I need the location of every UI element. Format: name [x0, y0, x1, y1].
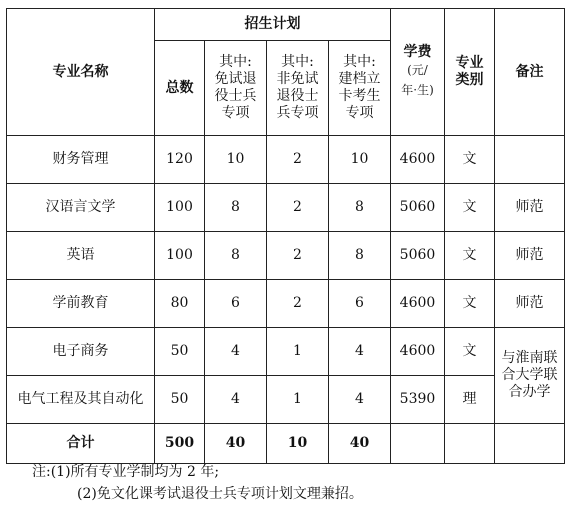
header-total: 总数: [155, 41, 205, 136]
poverty-count: 10: [329, 136, 391, 184]
total-row-fee-empty: [391, 424, 445, 464]
header-exempt-veterans: 其中: 免试退 役士兵 专项: [205, 41, 267, 136]
header-tuition-title: 学费: [403, 43, 432, 60]
non-exempt-count: 2: [267, 232, 329, 280]
non-exempt-count: 2: [267, 280, 329, 328]
major-name: 汉语言文学: [7, 184, 155, 232]
remark: 师范: [495, 280, 565, 328]
major-type: 文: [445, 328, 495, 376]
note-line-1: 注:(1)所有专业学制均为 2 年;: [32, 464, 220, 480]
total-row-poverty: 40: [329, 424, 391, 464]
major-name: 电子商务: [7, 328, 155, 376]
total-count: 80: [155, 280, 205, 328]
major-type: 文: [445, 232, 495, 280]
total-count: 50: [155, 376, 205, 424]
major-type: 文: [445, 184, 495, 232]
tuition-fee: 4600: [391, 136, 445, 184]
tuition-fee: 5060: [391, 232, 445, 280]
header-remark: 备注: [495, 9, 565, 136]
tuition-fee: 4600: [391, 280, 445, 328]
header-registered-poverty: 其中: 建档立 卡考生 专项: [329, 41, 391, 136]
header-enrollment-plan: 招生计划: [155, 9, 391, 41]
exempt-count: 8: [205, 232, 267, 280]
poverty-count: 4: [329, 328, 391, 376]
total-count: 100: [155, 232, 205, 280]
notes: [32, 461, 363, 505]
header-tuition-unit: (元/ 年·生): [401, 63, 434, 98]
exempt-count: 10: [205, 136, 267, 184]
major-type: 文: [445, 280, 495, 328]
total-row-label: 合计: [7, 424, 155, 464]
remark: 与淮南联 合大学联 合办学: [495, 328, 565, 424]
non-exempt-count: 1: [267, 376, 329, 424]
non-exempt-count: 2: [267, 184, 329, 232]
poverty-count: 8: [329, 184, 391, 232]
header-major-type: 专业 类别: [445, 9, 495, 136]
non-exempt-count: 2: [267, 136, 329, 184]
major-type: 理: [445, 376, 495, 424]
major-name: 英语: [7, 232, 155, 280]
poverty-count: 4: [329, 376, 391, 424]
tuition-fee: 5390: [391, 376, 445, 424]
major-name: 财务管理: [7, 136, 155, 184]
remark: 师范: [495, 184, 565, 232]
note-line-2: (2)免文化课考试退役士兵专项计划文理兼招。: [77, 486, 363, 502]
enrollment-plan-table: [6, 8, 565, 464]
exempt-count: 6: [205, 280, 267, 328]
total-count: 120: [155, 136, 205, 184]
table-row: [7, 184, 565, 232]
header-non-exempt-veterans: 其中: 非免试 退役士 兵专项: [267, 41, 329, 136]
total-row-type-empty: [445, 424, 495, 464]
table-row: [7, 376, 565, 424]
header-tuition: [391, 9, 445, 136]
table-row: [7, 232, 565, 280]
exempt-count: 4: [205, 376, 267, 424]
tuition-fee: 5060: [391, 184, 445, 232]
total-row: [7, 424, 565, 464]
tuition-fee: 4600: [391, 328, 445, 376]
header-major-name: 专业名称: [7, 9, 155, 136]
total-count: 50: [155, 328, 205, 376]
poverty-count: 8: [329, 232, 391, 280]
non-exempt-count: 1: [267, 328, 329, 376]
table-row: [7, 136, 565, 184]
total-row-non-exempt: 10: [267, 424, 329, 464]
total-row-total: 500: [155, 424, 205, 464]
remark: [495, 136, 565, 184]
remark: 师范: [495, 232, 565, 280]
table-row: [7, 280, 565, 328]
total-row-remark-empty: [495, 424, 565, 464]
major-type: 文: [445, 136, 495, 184]
total-count: 100: [155, 184, 205, 232]
poverty-count: 6: [329, 280, 391, 328]
total-row-exempt: 40: [205, 424, 267, 464]
exempt-count: 8: [205, 184, 267, 232]
exempt-count: 4: [205, 328, 267, 376]
major-name: 学前教育: [7, 280, 155, 328]
table-row: [7, 328, 565, 376]
major-name: 电气工程及其自动化: [7, 376, 155, 424]
